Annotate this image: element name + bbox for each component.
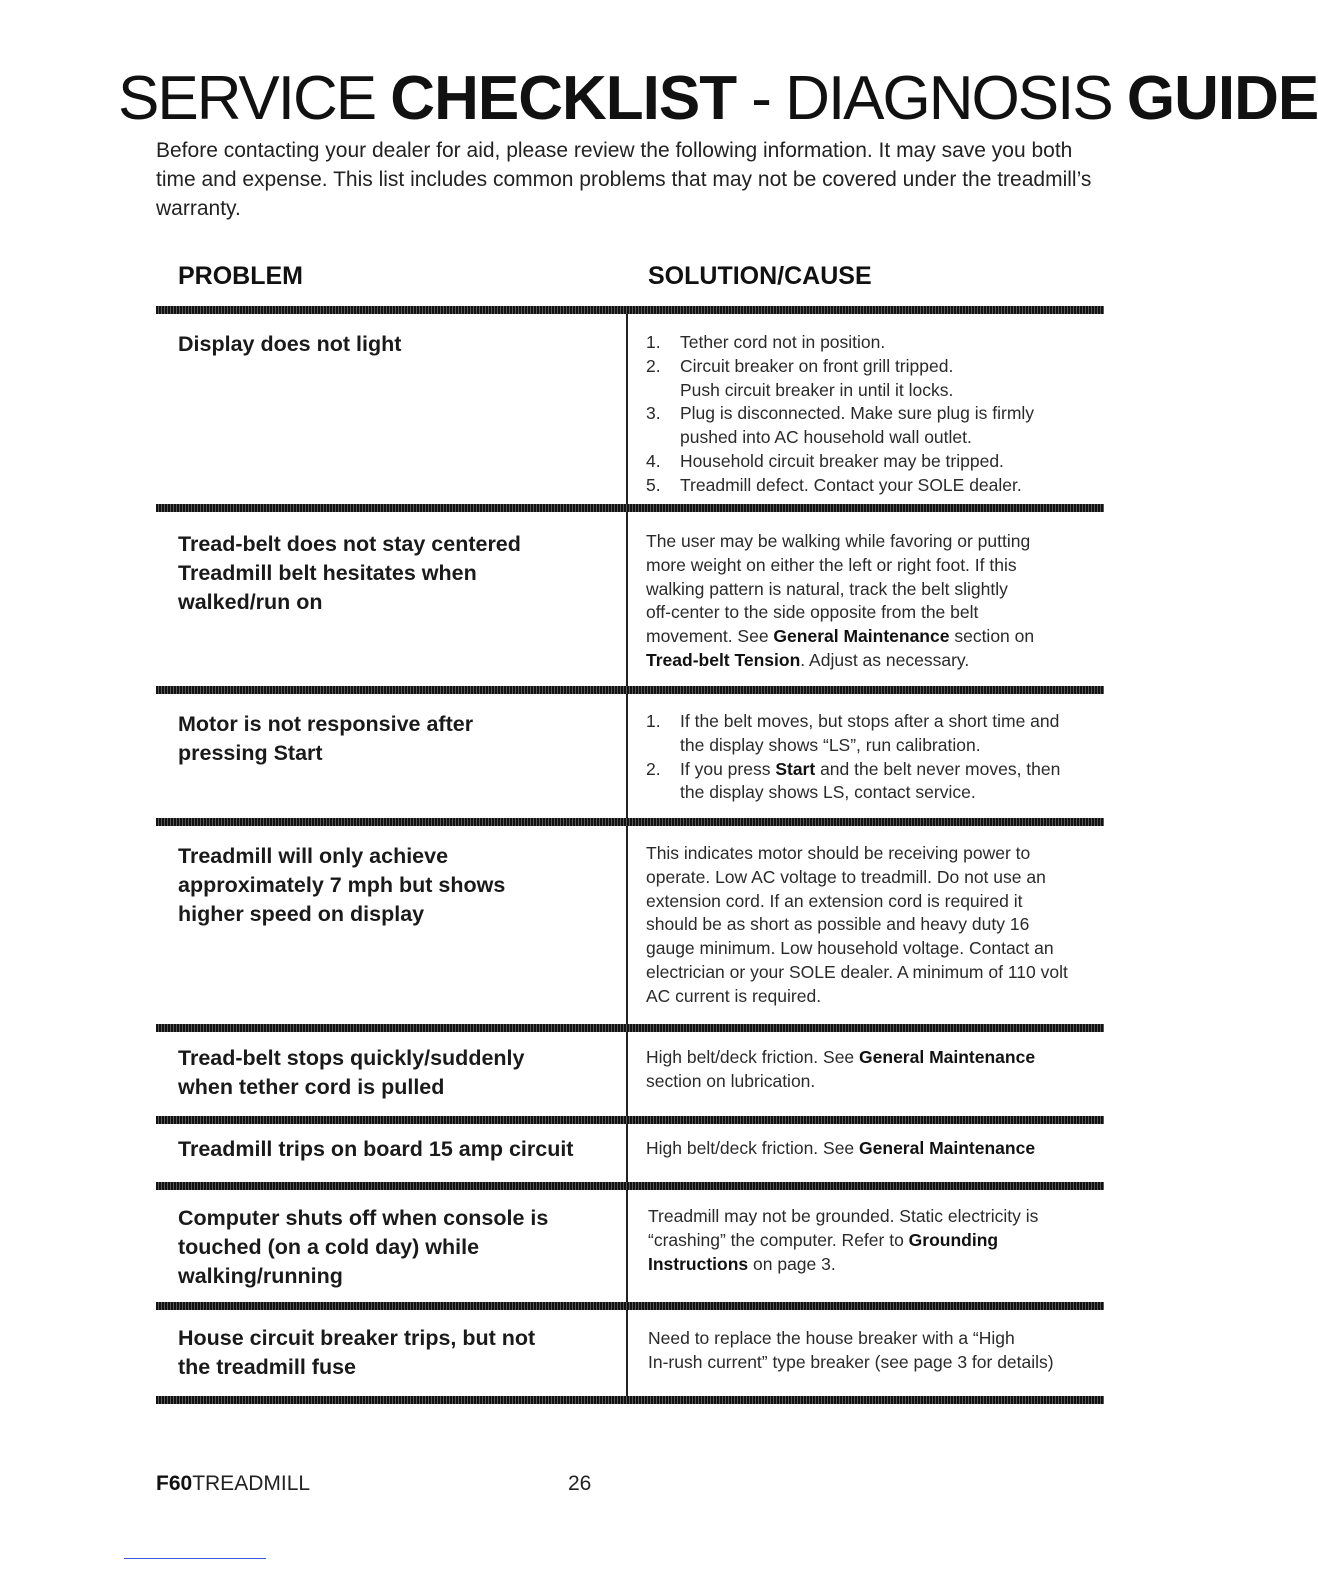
problem-cell (156, 1310, 628, 1396)
problem-text: when tether cord is pulled (178, 1075, 445, 1099)
footer-rule (124, 1558, 266, 1559)
problem-cell (156, 694, 628, 818)
title-part-service: SERVICE (118, 64, 391, 133)
problem-text: Motor is not responsive after (178, 712, 474, 736)
row-divider (156, 818, 1104, 826)
item-text: Tether cord not in position. (680, 332, 886, 352)
problem-text: walking/running (178, 1264, 343, 1288)
solution-line: walking pattern is natural, track the belt slightly (646, 578, 1008, 599)
solution-text: High belt/deck friction. See (646, 1138, 860, 1158)
problem-text: Treadmill belt hesitates when (178, 561, 477, 585)
list-item (646, 402, 1096, 450)
solution-line (646, 1046, 1096, 1070)
list-item (646, 710, 1096, 758)
solution-line: extension cord. If an extension cord is required it (646, 890, 1023, 911)
product-name: TREADMILL (192, 1472, 311, 1495)
row-divider (156, 686, 1104, 694)
solution-line: Need to replace the house breaker with a “High (648, 1328, 1015, 1348)
problem-text: Treadmill will only achieve (178, 844, 449, 868)
item-number: 3. (646, 403, 661, 424)
solution-list (646, 710, 1096, 805)
problem-text: Tread-belt stops quickly/suddenly (178, 1046, 525, 1070)
item-text: Plug is disconnected. Make sure plug is firmly (680, 403, 1035, 424)
item-text: the display shows “LS”, run calibration. (680, 734, 981, 755)
solution-line: In-rush current” type breaker (see page 3 for details) (648, 1351, 1054, 1372)
list-item (646, 355, 1096, 403)
solution-line: should be as short as possible and heavy duty 16 (646, 914, 1030, 935)
footer-model (156, 1472, 310, 1496)
page-title (118, 66, 1318, 132)
solution-cell (628, 1190, 1104, 1302)
item-text: If you press (680, 758, 776, 779)
row-divider (156, 1396, 1104, 1404)
solution-cell (628, 694, 1104, 818)
row-divider (156, 306, 1104, 314)
row-divider (156, 1182, 1104, 1190)
solution-line (646, 625, 1096, 649)
list-item (646, 331, 1096, 355)
solution-line: AC current is required. (646, 985, 822, 1006)
problem-text: Tread-belt does not stay centered (178, 532, 521, 556)
solution-bold-text: General Maintenance (859, 1138, 1036, 1158)
item-number: 2. (646, 758, 661, 779)
problem-cell (156, 826, 628, 1024)
problem-cell (156, 314, 628, 504)
solution-column-header: SOLUTION/CAUSE (648, 262, 872, 290)
solution-text: section on (949, 626, 1035, 647)
title-part-checklist: CHECKLIST (390, 64, 737, 133)
solution-list (646, 331, 1096, 498)
solution-cell (628, 826, 1104, 1024)
list-item (646, 450, 1096, 474)
problem-cell (156, 1032, 628, 1116)
item-number: 1. (646, 711, 661, 731)
solution-bold-text: General Maintenance (859, 1047, 1036, 1067)
problem-cell (156, 1124, 628, 1182)
solution-bold-text: Tread-belt Tension (646, 649, 801, 670)
item-bold-text: Start (775, 758, 816, 779)
problem-text: House circuit breaker trips, but not (178, 1326, 536, 1350)
item-text: and the belt never moves, then (815, 758, 1061, 779)
problem-text: Display does not light (178, 332, 402, 356)
solution-line (648, 1253, 1096, 1277)
row-divider (156, 504, 1104, 512)
problem-cell (156, 1190, 628, 1302)
solution-cell (628, 314, 1104, 504)
table-row (156, 314, 1104, 504)
solution-line: off-center to the side opposite from the belt (646, 602, 979, 623)
solution-line (646, 649, 1096, 673)
solution-bold-text: Instructions (648, 1253, 749, 1274)
list-item (646, 758, 1096, 806)
solution-text: movement. See (646, 626, 774, 647)
item-text: the display shows LS, contact service. (680, 782, 976, 803)
solution-text: . Adjust as necessary. (800, 649, 970, 670)
item-text: Treadmill defect. Contact your SOLE dealer. (680, 474, 1022, 495)
solution-line (646, 1137, 1096, 1161)
table-row (156, 1124, 1104, 1182)
problem-text: touched (on a cold day) while (178, 1235, 480, 1259)
problem-text: Treadmill trips on board 15 amp circuit (178, 1137, 574, 1161)
solution-line: This indicates motor should be receiving power to (646, 843, 1031, 863)
solution-bold-text: Grounding (908, 1229, 999, 1250)
page-number: 26 (568, 1472, 592, 1495)
solution-line (648, 1229, 1096, 1253)
solution-text: on page 3. (748, 1253, 836, 1274)
row-divider (156, 1302, 1104, 1310)
solution-line: electrician or your SOLE dealer. A minimum of 110 volt (646, 961, 1068, 982)
item-text: If the belt moves, but stops after a short time and (680, 711, 1060, 731)
table-row (156, 826, 1104, 1024)
item-number: 1. (646, 332, 661, 352)
item-text: pushed into AC household wall outlet. (680, 427, 972, 448)
solution-cell (628, 1124, 1104, 1182)
item-text: Push circuit breaker in until it locks. (680, 379, 954, 400)
table-row (156, 1190, 1104, 1302)
solution-cell (628, 1032, 1104, 1116)
row-divider (156, 1024, 1104, 1032)
table-row (156, 1032, 1104, 1116)
item-number: 2. (646, 355, 661, 376)
table-row (156, 512, 1104, 686)
item-number: 5. (646, 474, 661, 495)
row-divider (156, 1116, 1104, 1124)
solution-cell (628, 1310, 1104, 1396)
table-row (156, 1310, 1104, 1396)
problem-text: approximately 7 mph but shows (178, 873, 506, 897)
item-number: 4. (646, 450, 661, 471)
solution-line: section on lubrication. (646, 1070, 816, 1091)
solution-bold-text: General Maintenance (773, 626, 950, 647)
checklist-table (156, 306, 1104, 1404)
solution-text: High belt/deck friction. See (646, 1047, 860, 1067)
title-part-diagnosis: - DIAGNOSIS (736, 64, 1127, 133)
problem-text: pressing Start (178, 741, 323, 765)
problem-text: the treadmill fuse (178, 1355, 357, 1379)
solution-cell (628, 512, 1104, 686)
problem-text: walked/run on (178, 590, 323, 614)
item-text: Circuit breaker on front grill tripped. (680, 355, 954, 376)
intro-paragraph: Before contacting your dealer for aid, please review the following information. It may save you both time and expense. This list includes common problems that may not be covered under the treadmill’s warranty. (156, 139, 1092, 220)
model-number: F60 (156, 1472, 193, 1495)
item-text: Household circuit breaker may be tripped. (680, 450, 1004, 471)
solution-text: “crashing” the computer. Refer to (648, 1229, 909, 1250)
solution-line: The user may be walking while favoring or putting (646, 531, 1031, 551)
solution-line: gauge minimum. Low household voltage. Contact an (646, 938, 1054, 959)
title-part-guide: GUIDE (1126, 64, 1318, 133)
problem-text: Computer shuts off when console is (178, 1206, 549, 1230)
solution-line: more weight on either the left or right foot. If this (646, 554, 1017, 575)
list-item (646, 474, 1096, 498)
solution-line: operate. Low AC voltage to treadmill. Do not use an (646, 866, 1046, 887)
problem-column-header: PROBLEM (178, 262, 303, 290)
problem-cell (156, 512, 628, 686)
solution-line: Treadmill may not be grounded. Static electricity is (648, 1206, 1039, 1226)
problem-text: higher speed on display (178, 902, 425, 926)
table-row (156, 694, 1104, 818)
